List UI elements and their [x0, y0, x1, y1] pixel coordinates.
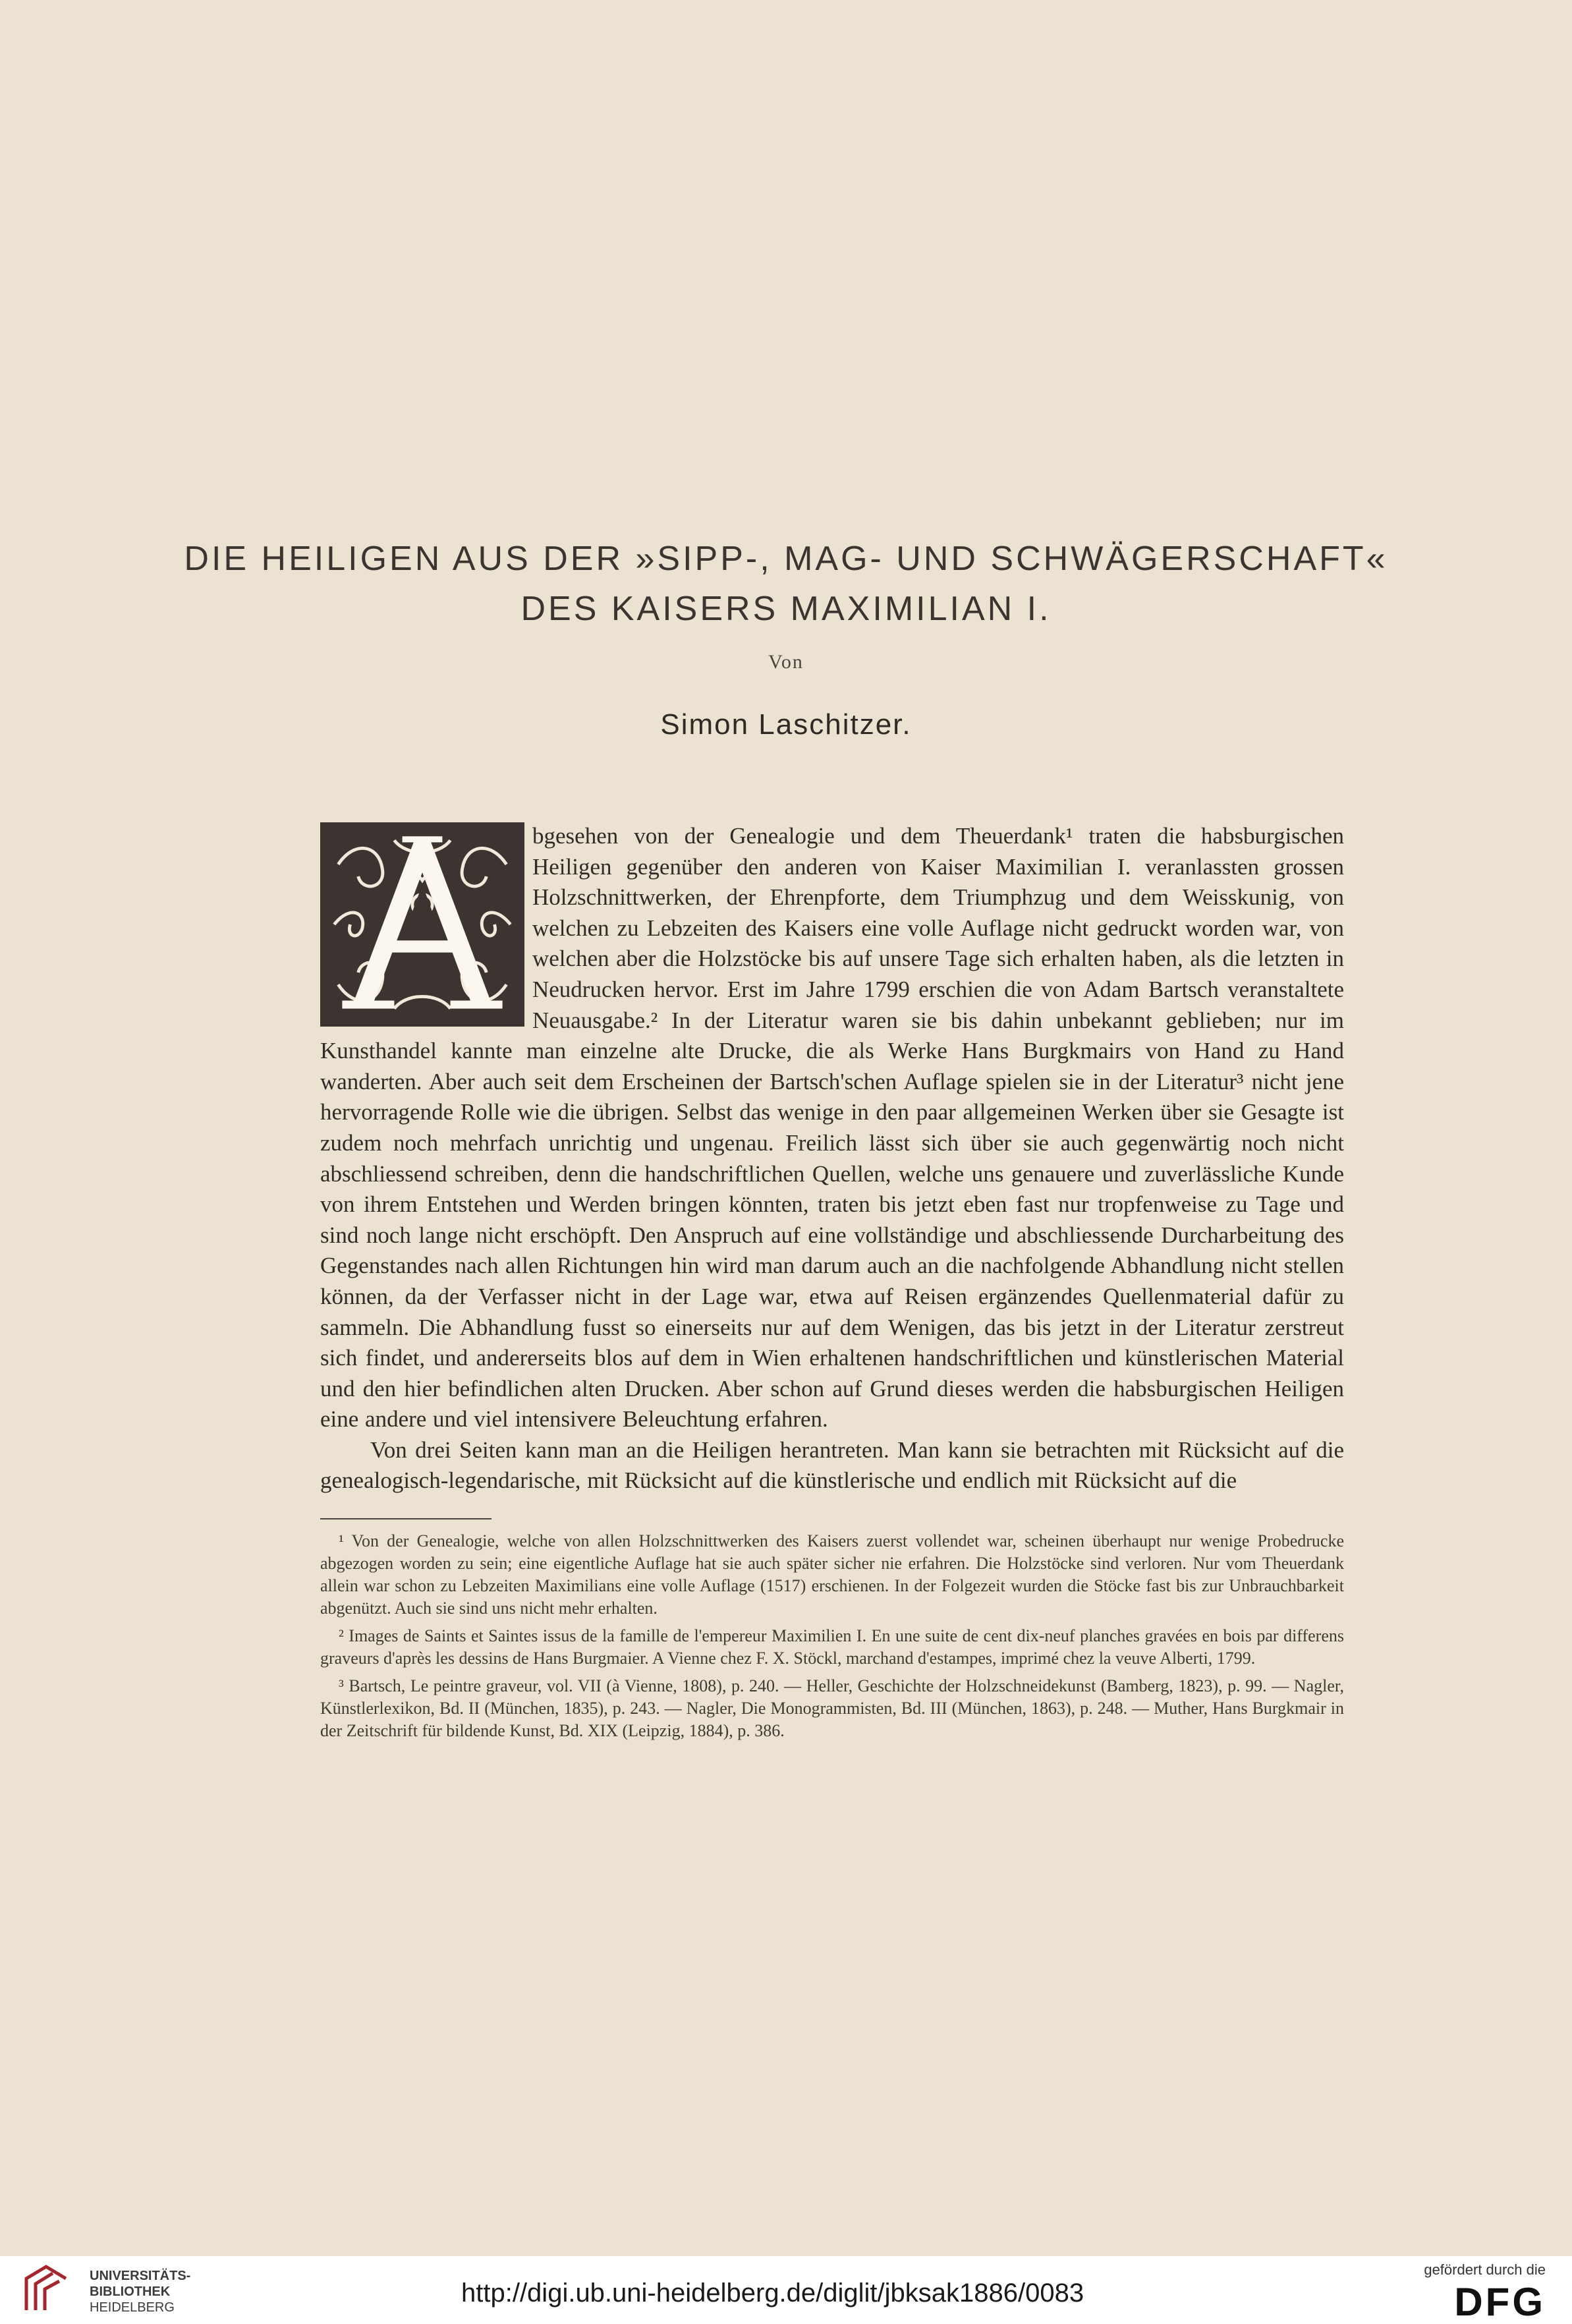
paragraph-1: bgesehen von der Genealogie und dem Theuerdank¹ traten die habsburgischen Heiligen gegenüber den anderen von Kaiser Maximilian I. veranlassten grossen Holzschnittwerken, der Ehrenpforte, dem Triumphzug und dem Weisskunig, von welchen zu Lebzeiten des Kaisers eine volle Auflage nicht gedruckt worden war, von welchen aber die Holzstöcke bis auf unsere Tage sich erhalten haben, als die letzten in Neudrucken hervor. Erst im Jahre 1799 erschien die von Adam Bartsch veranstaltete Neuausgabe.² In der Literatur waren sie bis dahin unbekannt geblieben; nur im Kunsthandel kannte man einzelne alte Drucke, die als Werke Hans Burgkmairs von Hand zu Hand wanderten. Aber auch seit dem Erscheinen der Bartsch'schen Auflage spielen sie in der Literatur³ nicht jene hervorragende Rolle wie die übrigen. Selbst das wenige in den paar allgemeinen Werken über sie Gesagte ist zudem noch mehrfach unrichtig und ungenau. Freilich lässt sich über sie auch gegenwärtig noch nicht abschliessend schreiben, denn die handschriftlichen Quellen, welche uns genauere und zuverlässliche Kunde von ihrem Entstehen und Werden bringen könnten, traten bis jetzt eben fast nur tropfenweise zu Tage und sind noch lange nicht erschöpft. Den Anspruch auf eine vollständige und abschliessende Durcharbeitung des Gegenstandes nach allen Richtungen hin wird man darum auch an die nachfolgende Abhandlung nicht stellen können, da der Verfasser nicht in der Lage war, etwa auf Reisen ergänzendes Quellenmaterial dafür zu sammeln. Die Abhandlung fusst so einerseits nur auf dem Wenigen, das bis jetzt in der Literatur zerstreut sich findet, und andererseits blos auf dem in Wien erhaltenen handschriftlichen und künstlerischen Material und den hier befindlichen alten Drucken. Aber schon auf Grund dieses werden die habsburgischen Heiligen eine andere und viel intensivere Beleuchtung erfahren. [320, 823, 1344, 1432]
library-name [90, 2268, 190, 2315]
footnote-2: ² Images de Saints et Saintes issus de la famille de l'empereur Maximilien I. En une suite de cent dix-neuf planches gravées en bois par differens graveurs d'après les dessins de Hans Burgmaier. A Vienne chez F. X. Stöckl, marchand d'estampes, imprimé chez la veuve Alberti, 1799. [320, 1626, 1344, 1668]
library-name-line-1: UNIVERSITÄTS- [90, 2269, 191, 2283]
university-library-logo-icon [13, 2261, 86, 2317]
footnote-1: ¹ Von der Genealogie, welche von allen Holzschnittwerken des Kaisers zuerst vollendet war, scheinen überhaupt nur wenige Probedrucke abgezogen worden zu sein; eine eigentliche Auflage hat sie auch später sicher nie erfahren. Die Holzstöcke sind verloren. Nur vom Theuerdank allein war schon zu Lebzeiten Maximilians eine volle Auflage (1517) erschienen. In der Folgezeit wurden die Stöcke fast bis zur Unbrauchbarkeit abgenützt. Auch sie sind uns nicht mehr erhalten. [320, 1531, 1344, 1618]
library-name-line-2: BIBLIOTHEK [90, 2284, 171, 2299]
digitization-footer [0, 2256, 1572, 2322]
footnote-rule [320, 1518, 491, 1519]
permalink-url[interactable]: http://digi.ub.uni-heidelberg.de/diglit/jbksak1886/0083 [461, 2279, 1084, 2308]
dfg-logo-icon: DFG [1454, 2280, 1546, 2324]
paragraph-2: Von drei Seiten kann man an die Heiligen herantreten. Man kann sie betrachten mit Rücksicht auf die genealogisch-legendarische, mit Rücksicht auf die künstlerische und endlich mit Rücksicht auf die [320, 1436, 1344, 1494]
footnote-3: ³ Bartsch, Le peintre graveur, vol. VII (à Vienne, 1808), p. 240. — Heller, Geschichte der Holzschneidekunst (Bamberg, 1823), p. 99. — Nagler, Künstlerlexikon, Bd. II (München, 1835), p. 243. — Nagler, Die Monogrammisten, Bd. III (München, 1863), p. 248. — Muther, Hans Burgkmair in der Zeitschrift für bildende Kunst, Bd. XIX (Leipzig, 1884), p. 386. [320, 1676, 1344, 1740]
funded-by-label: gefördert durch die [1424, 2261, 1546, 2278]
author-name: Simon Laschitzer. [660, 708, 912, 741]
article-body [320, 821, 1344, 1496]
article-title-line-1: DIE HEILIGEN AUS DER »SIPP-, MAG- UND SCHWÄGERSCHAFT« [184, 540, 1388, 578]
library-name-line-3: HEIDELBERG [90, 2300, 175, 2315]
footnotes [320, 1530, 1344, 1747]
initial-spacer [320, 821, 532, 1033]
article-title-line-2: DES KAISERS MAXIMILIAN I. [520, 590, 1052, 628]
byline-prefix: Von [768, 651, 804, 673]
